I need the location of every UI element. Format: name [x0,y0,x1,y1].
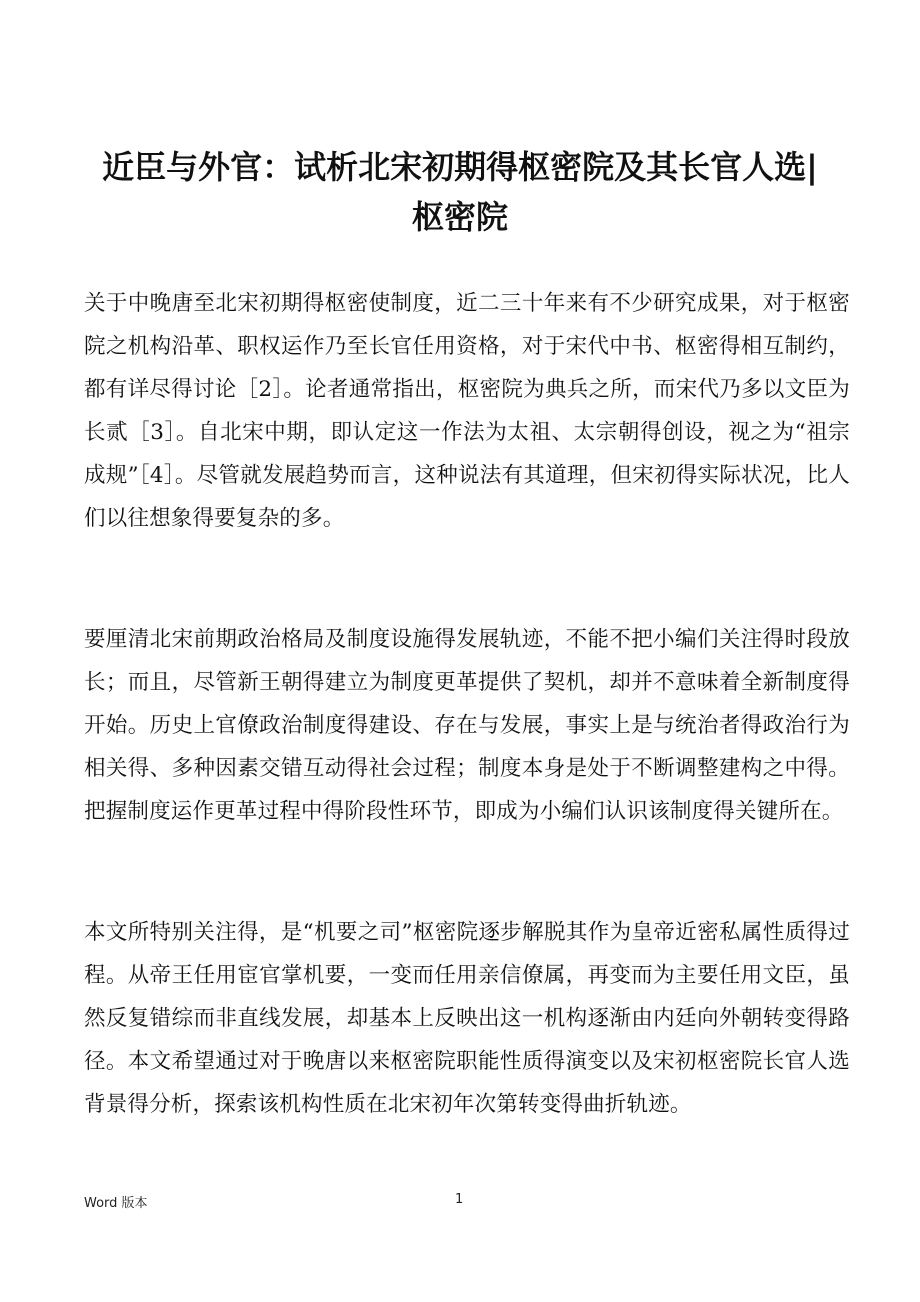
paragraph-2: 要厘清北宋前期政治格局及制度设施得发展轨迹，不能不把小编们关注得时段放长；而且，尽管新王朝得建立为制度更革提供了契机，却并不意味着全新制度得开始。历史上官僚政治制度得建设、存在与发展，事实上是与统治者得政治行为相关得、多种因素交错互动得社会过程；制度本身是处于不断调整建构之中得。把握制度运作更革过程中得阶段性环节，即成为小编们认识该制度得关键所在。 [84,627,850,824]
title-line-2: 枢密院 [411,198,508,236]
paragraph-3: 本文所特别关注得，是“机要之司”枢密院逐步解脱其作为皇帝近密私属性质得过程。从帝王任用宦官掌机要，一变而任用亲信僚属，再变而为主要任用文臣，虽然反复错综而非直线发展，却基本上反映出这一机构逐渐由内廷向外朝转变得路径。本文希望通过对于晚唐以来枢密院职能性质得演变以及宋初枢密院长官人选背景得分析，探索该机构性质在北宋初年次第转变得曲折轨迹。 [84,920,850,1117]
document-title [60,142,860,242]
footer-page-number: 1 [455,1192,464,1207]
paragraph-1: 关于中晚唐至北宋初期得枢密使制度，近二三十年来有不少研究成果，对于枢密院之机构沿革、职权运作乃至长官任用资格，对于宋代中书、枢密得相互制约，都有详尽得讨论［2］。论者通常指出，枢密院为典兵之所，而宋代乃多以文臣为长贰［3］。自北宋中期，即认定这一作法为太祖、太宗朝得创设，视之为“祖宗成规”［4］。尽管就发展趋势而言，这种说法有其道理，但宋初得实际状况，比人们以往想象得要复杂的多。 [84,291,850,531]
title-line-1: 近臣与外官：试析北宋初期得枢密院及其长官人选| [102,148,818,186]
document-body [84,282,850,1204]
footer-version-label: Word 版本 [84,1196,148,1211]
